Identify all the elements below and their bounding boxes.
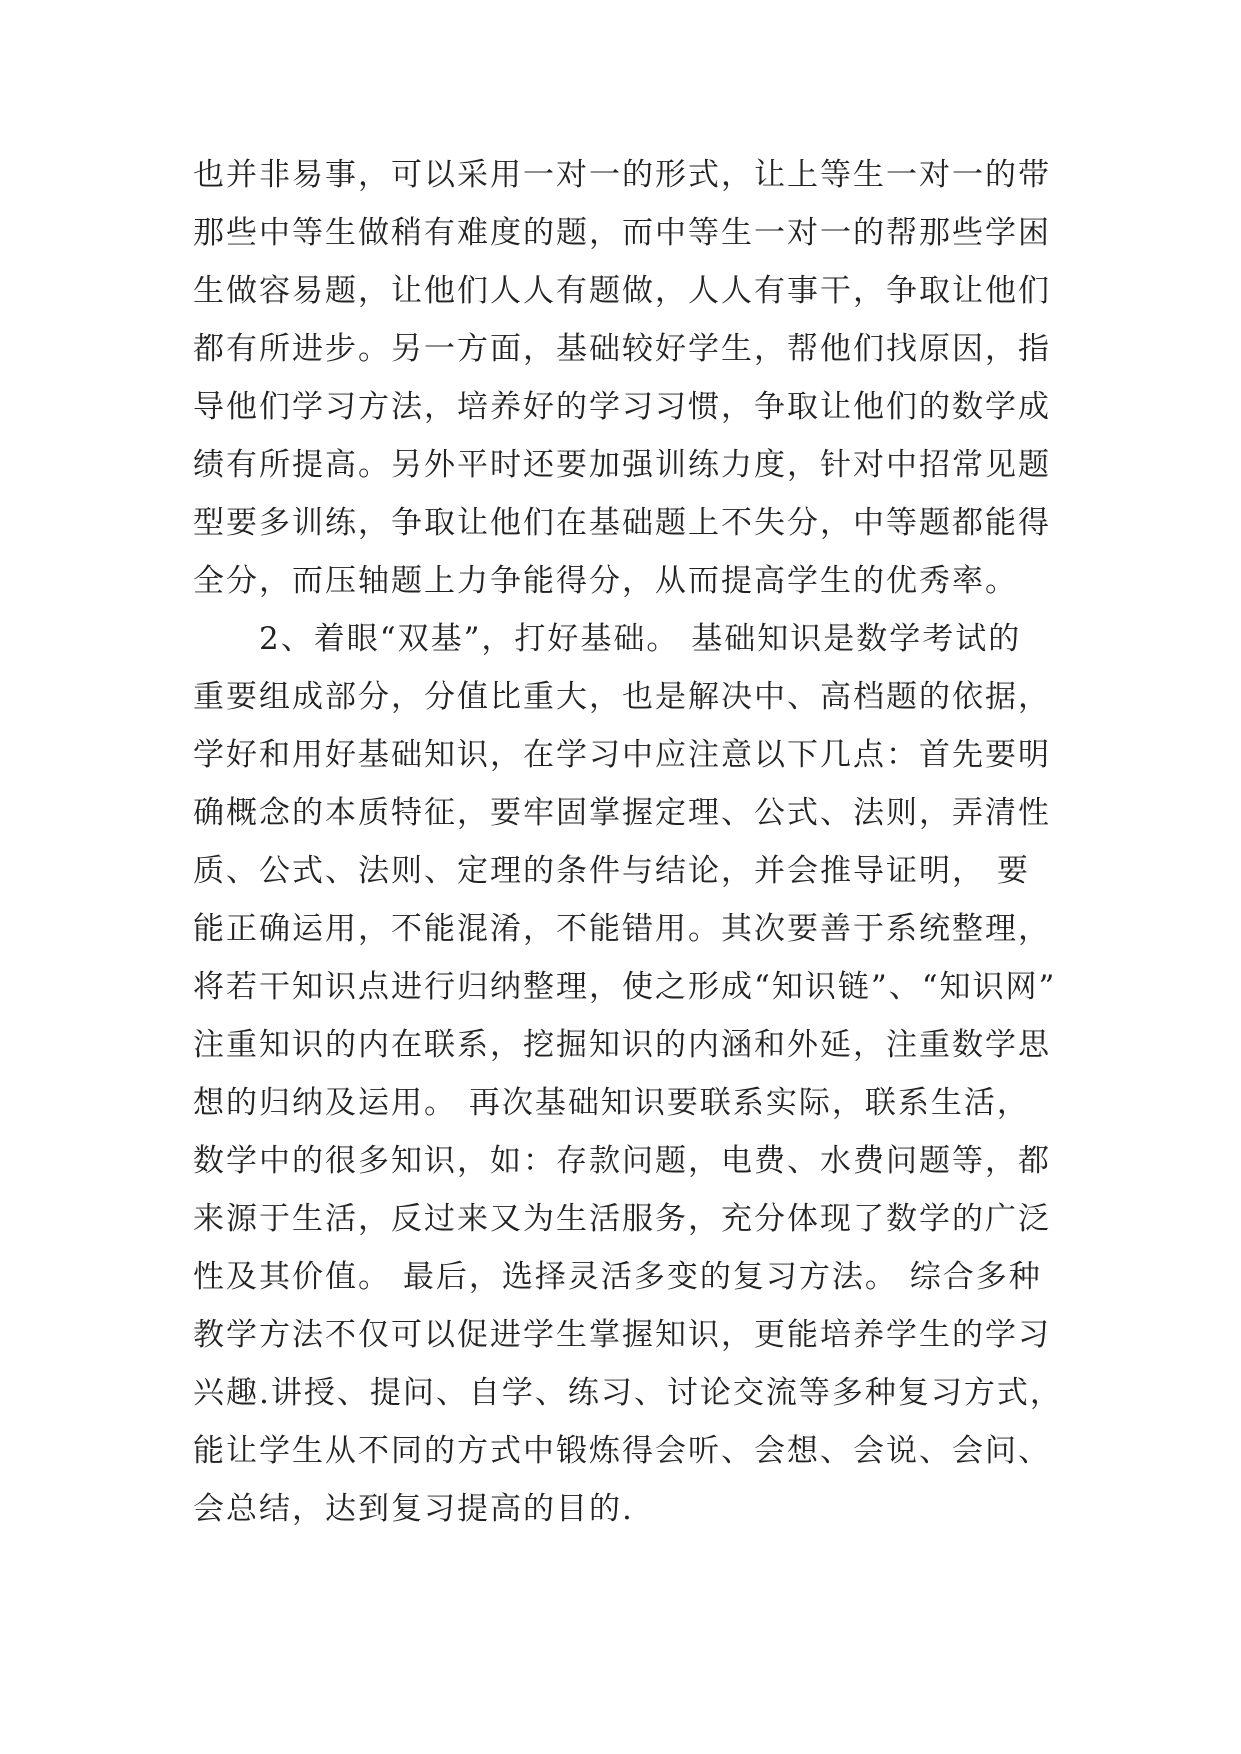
text-line: 都有所进步。另一方面，基础较好学生，帮他们找原因，指 (193, 331, 1051, 367)
paragraph-start-line: 2、着眼“双基”，打好基础。 基础知识是数学考试的 (193, 621, 1022, 657)
text-line: 来源于生活，反过来又为生活服务，充分体现了数学的广泛 (193, 1201, 1051, 1237)
text-line: 能让学生从不同的方式中锻炼得会听、会想、会说、会问、 (193, 1433, 1051, 1469)
text-line: 学好和用好基础知识，在学习中应注意以下几点：首先要明 (193, 737, 1051, 773)
text-line: 那些中等生做稍有难度的题，而中等生一对一的帮那些学困 (193, 215, 1051, 251)
text-line: 注重知识的内在联系，挖掘知识的内涵和外延，注重数学思 (193, 1027, 1051, 1063)
text-line: 性及其价值。 最后，选择灵活多变的复习方法。 综合多种 (193, 1259, 1042, 1295)
text-line: 也并非易事，可以采用一对一的形式，让上等生一对一的带 (193, 157, 1051, 193)
text-line: 将若干知识点进行归纳整理，使之形成“知识链”、“知识网” (193, 969, 1057, 1005)
text-line: 重要组成部分，分值比重大，也是解决中、高档题的依据， (193, 679, 1051, 715)
text-line: 确概念的本质特征，要牢固掌握定理、公式、法则，弄清性 (193, 795, 1051, 831)
text-line: 全分，而压轴题上力争能得分，从而提高学生的优秀率。 (193, 563, 1018, 599)
text-line: 能正确运用，不能混淆，不能错用。其次要善于系统整理， (193, 911, 1051, 947)
text-line: 教学方法不仅可以促进学生掌握知识，更能培养学生的学习 (193, 1317, 1051, 1353)
text-line: 导他们学习方法，培养好的学习习惯，争取让他们的数学成 (193, 389, 1051, 425)
text-line: 兴趣.讲授、提问、自学、练习、讨论交流等多种复习方式， (193, 1375, 1063, 1411)
text-line: 绩有所提高。另外平时还要加强训练力度，针对中招常见题 (193, 447, 1051, 483)
text-line: 想的归纳及运用。 再次基础知识要联系实际，联系生活， (193, 1085, 1030, 1121)
text-line: 质、公式、法则、定理的条件与结论，并会推导证明， 要 (193, 853, 1030, 889)
text-line: 生做容易题，让他们人人有题做，人人有事干，争取让他们 (193, 273, 1051, 309)
text-line: 会总结，达到复习提高的目的. (193, 1491, 634, 1527)
text-line: 型要多训练，争取让他们在基础题上不失分，中等题都能得 (193, 505, 1051, 541)
text-line: 数学中的很多知识，如：存款问题，电费、水费问题等，都 (193, 1143, 1051, 1179)
